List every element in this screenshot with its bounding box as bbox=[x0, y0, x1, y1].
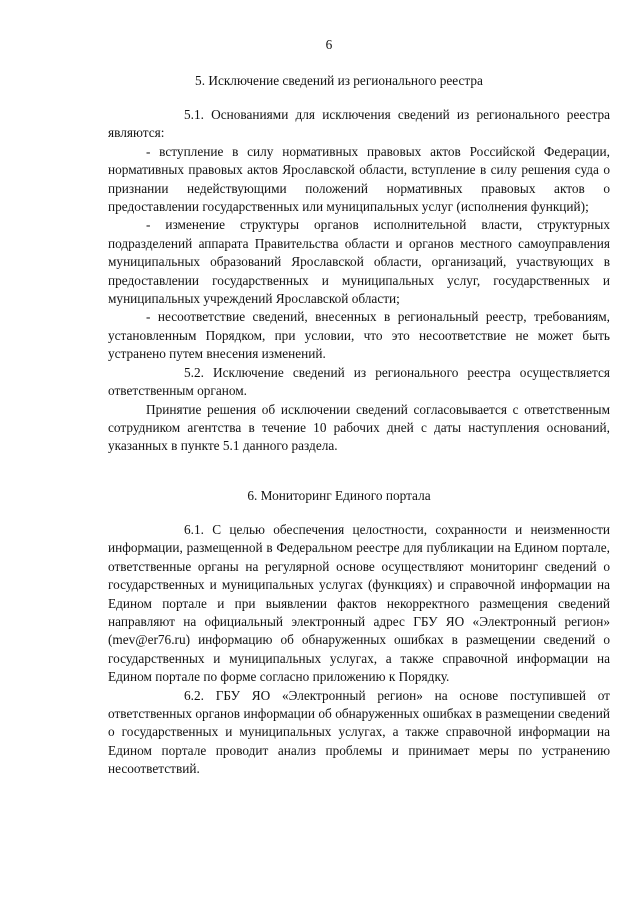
bullet-item: - изменение структуры органов исполнительной власти, структурных подразделений аппарата Правительства области и органов местного самоуправления муниципальных образований Ярославской области, организаций, участвующих в предоставлении государственных и муниципальных услуг, государственных и муниципальных учреждений Ярославской области; bbox=[108, 217, 610, 307]
clause-text: Основаниями для исключения сведений из регионального реестра являются: bbox=[108, 107, 611, 141]
clause-number: 6.2. bbox=[184, 687, 204, 703]
clause-number: 6.1. bbox=[184, 522, 204, 537]
section-5-body bbox=[108, 106, 610, 456]
page-number: 6 bbox=[325, 37, 333, 52]
paragraph-5-3: Принятие решения об исключении сведений согласовывается с ответственным сотрудником агентства в течение 10 рабочих дней с даты наступления оснований, указанных в пункте 5.1 данного раздела. bbox=[108, 401, 610, 454]
clause-text: ГБУ ЯО «Электронный регион» на основе поступившей от ответственных органов информации об обнаруженных ошибках в размещении сведений о государственных и муниципальных услугах, а также справочной информации на Едином портале проводит анализ проблемы и принимает меры по устранению несоответствий. bbox=[108, 687, 610, 777]
section-5-heading: 5. Исключение сведений из регионального реестра bbox=[195, 73, 483, 88]
paragraph-6-1 bbox=[108, 521, 610, 687]
section-6-body bbox=[108, 521, 610, 779]
paragraph-6-2 bbox=[108, 687, 610, 779]
clause-text: С целью обеспечения целостности, сохранности и неизменности информации, размещенной в Федеральном реестре для публикации на Едином портале, ответственные органы на регулярной основе осуществляют мониторинг сведений о государственных и муниципальных услугах (функциях) и справочной информации на Едином портале и при выявлении фактов некорректного размещения сведений направляют на официальный электронный адрес ГБУ ЯО «Электронный регион» (mev@er76.ru) информацию об обнаруженных ошибках в размещении сведений о государственных и муниципальных услугах, а также справочной информации на Едином портале по форме согласно приложению к Порядку. bbox=[108, 522, 611, 685]
clause-number: 5.1. bbox=[184, 107, 204, 122]
paragraph-5-2 bbox=[108, 364, 610, 401]
clause-text: Исключение сведений из регионального реестра осуществляется ответственным органом. bbox=[108, 364, 610, 399]
bullet-item: - вступление в силу нормативных правовых актов Российской Федерации, нормативных правовых актов Ярославской области, вступление в силу решения суда о признании недействующими положений нормативных правовых актов о предоставлении государственных или муниципальных услуг (исполнения функций); bbox=[108, 143, 610, 215]
clause-number: 5.2. bbox=[184, 364, 204, 380]
paragraph-5-1 bbox=[108, 106, 610, 143]
section-6-heading: 6. Мониторинг Единого портала bbox=[247, 488, 431, 503]
bullet-item: - несоответствие сведений, внесенных в региональный реестр, требованиям, установленным Порядком, при условии, что это несоответствие не может быть устранено путем внесения изменений. bbox=[108, 309, 610, 362]
